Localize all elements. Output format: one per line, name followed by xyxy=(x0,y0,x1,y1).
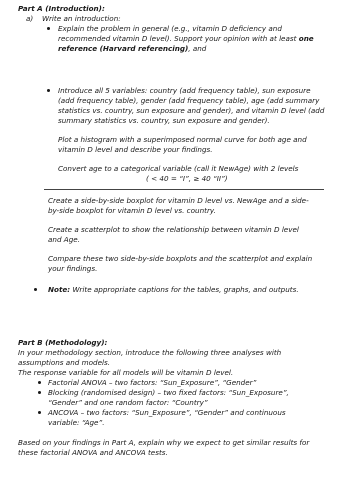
bullet1-line3-end: , and xyxy=(188,44,207,53)
closing-line2: these factorial ANOVA and ANCOVA tests. xyxy=(18,448,168,457)
item-a-marker: a) xyxy=(26,14,34,23)
part-a-heading: Part A (Introduction): xyxy=(18,4,105,13)
model-item-blocking-line2: “Gender” and one random factor: “Country” xyxy=(48,398,208,407)
response-variable-line: The response variable for all models will be vitamin D level. xyxy=(18,368,234,377)
part-b-heading: Part B (Methodology): xyxy=(18,338,108,347)
convert-line2: ( < 40 = “I”, ≥ 40 “II”) xyxy=(146,174,228,183)
part-b-intro-line1: In your methodology section, introduce the following three analyses with xyxy=(18,348,282,357)
model-item-blocking-line1: Blocking (randomised design) – two fixed factors: “Sun_Exposure”, xyxy=(48,388,289,397)
model-item-ancova-line1: ANCOVA – two factors: “Sun_Exposure”, “Gender” and continuous xyxy=(48,408,286,417)
bullet1-line2-text: recommended vitamin D level). Support your opinion with at least xyxy=(58,34,297,43)
bullet2-line2: (add frequency table), gender (add frequency table), age (add summary xyxy=(58,96,320,105)
part-b-intro-line2: assumptions and models. xyxy=(18,358,111,367)
bullet1-line3 xyxy=(58,44,206,54)
boxplot-line1: Create a side-by-side boxplot for vitamin D level vs. NewAge and a side- xyxy=(48,196,309,205)
histogram-line2: vitamin D level and describe your findings. xyxy=(58,145,213,154)
bullet2-line3: statistics vs. country, sun exposure and gender), and vitamin D level (add xyxy=(58,106,325,115)
bullet1-line2 xyxy=(58,34,314,44)
bullet2-line4: summary statistics vs. country, sun exposure and gender). xyxy=(58,116,270,125)
bullet-dot xyxy=(38,411,41,414)
convert-line1: Convert age to a categorical variable (call it NewAge) with 2 levels xyxy=(58,164,299,173)
bullet-dot xyxy=(47,89,50,92)
item-a-label: Write an introduction: xyxy=(42,14,121,23)
bullet2-line1: Introduce all 5 variables: country (add frequency table), sun exposure xyxy=(58,86,311,95)
compare-line1: Compare these two side-by-side boxplots and the scatterplot and explain xyxy=(48,254,313,263)
boxplot-line2: by-side boxplot for vitamin D level vs. country. xyxy=(48,206,216,215)
bullet-dot xyxy=(47,27,50,30)
scatter-line1: Create a scatterplot to show the relationship between vitamin D level xyxy=(48,225,299,234)
bullet-dot xyxy=(34,288,37,291)
divider-line xyxy=(44,189,324,190)
scatter-line2: and Age. xyxy=(48,235,80,244)
model-item-ancova-line2: variable: “Age”. xyxy=(48,418,105,427)
compare-line2: your findings. xyxy=(48,264,98,273)
note-label: Note: xyxy=(48,285,71,294)
histogram-line1: Plot a histogram with a superimposed normal curve for both age and xyxy=(58,135,307,144)
reference-emphasis: reference (Harvard referencing) xyxy=(58,44,189,53)
model-item-anova: Factorial ANOVA – two factors: “Sun_Exposure”, “Gender” xyxy=(48,378,257,387)
bullet1-line1: Explain the problem in general (e.g., vitamin D deficiency and xyxy=(58,24,282,33)
bullet1-line2-bold: one xyxy=(298,34,314,43)
bullet-dot xyxy=(38,391,41,394)
note-text: Write appropriate captions for the tables, graphs, and outputs. xyxy=(72,285,299,294)
closing-line1: Based on your findings in Part A, explain why we expect to get similar results for xyxy=(18,438,310,447)
bullet-dot xyxy=(38,381,41,384)
note-line xyxy=(48,285,299,295)
